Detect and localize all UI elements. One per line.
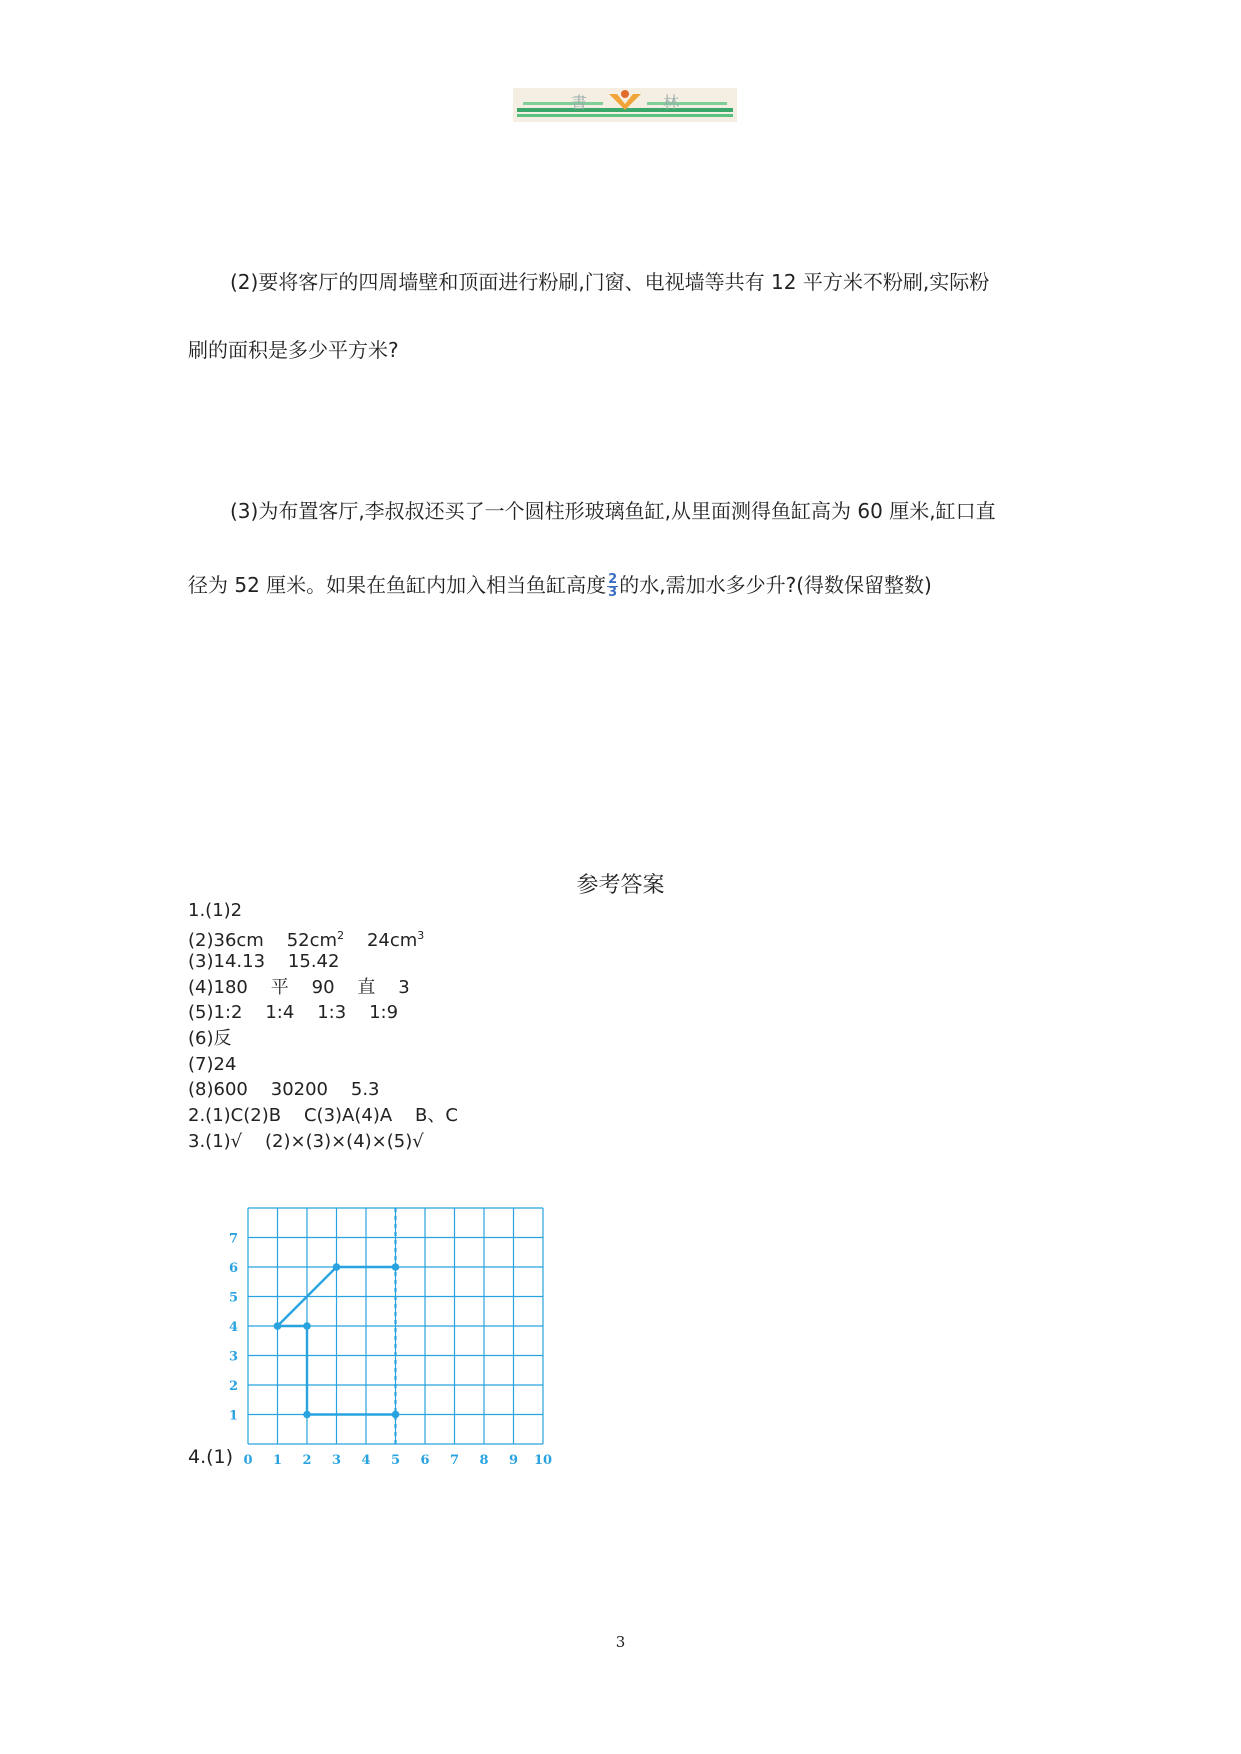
y-tick-label: 5 [228, 1290, 238, 1306]
x-tick-label: 8 [479, 1453, 489, 1468]
answer-1-6: (6)反 [188, 1028, 232, 1049]
question-2-line-1: (2)要将客厅的四周墙壁和顶面进行粉刷,门窗、电视墙等共有 12 平方米不粉刷,实际粉 [230, 270, 990, 294]
y-tick-label: 3 [228, 1349, 238, 1365]
y-tick-label: 4 [228, 1320, 238, 1335]
x-tick-label: 10 [533, 1453, 553, 1468]
shape-vertex-point [392, 1411, 400, 1419]
x-tick-label: 3 [331, 1453, 342, 1468]
superscript-2: 2 [337, 929, 345, 942]
shape-vertex-point [274, 1322, 282, 1330]
shape-vertex-point [303, 1411, 311, 1419]
question-3-text-after: 的水,需加水多少升?(得数保留整数) [619, 573, 932, 597]
answer-2: 2.(1)C(2)B C(3)A(4)A B、C [188, 1105, 458, 1126]
svg-text:林: 林 [663, 93, 680, 112]
answer-1-1: 1.(1)2 [188, 900, 243, 921]
answer-1-3: (3)14.13 15.42 [188, 951, 340, 972]
x-tick-label: 4 [361, 1453, 371, 1468]
fraction-two-thirds [607, 574, 618, 599]
coordinate-grid [200, 1190, 560, 1470]
x-tick-label: 0 [243, 1453, 253, 1468]
answer-1-4: (4)180 平 90 直 3 [188, 977, 410, 998]
answers-title: 参考答案 [576, 873, 665, 898]
x-tick-label: 2 [302, 1453, 312, 1468]
y-tick-label: 2 [228, 1379, 238, 1394]
question-3-line-1: (3)为布置客厅,李叔叔还买了一个圆柱形玻璃鱼缸,从里面测得鱼缸高为 60 厘米,缸口直 [230, 499, 996, 523]
shape-vertex-point [333, 1263, 341, 1271]
answer-1-2-text-1: (2)36cm 52cm [188, 930, 338, 951]
answer-4-1: 4.(1) [188, 1446, 234, 1468]
y-tick-label: 6 [228, 1261, 238, 1276]
x-tick-label: 1 [272, 1453, 283, 1468]
x-tick-label: 6 [420, 1453, 430, 1468]
question-3-text-before: 径为 52 厘米。如果在鱼缸内加入相当鱼缸高度 [188, 573, 607, 597]
fraction-numerator: 2 [608, 572, 618, 587]
answer-3: 3.(1)√ (2)×(3)×(4)×(5)√ [188, 1131, 424, 1152]
shape-vertex-point [392, 1263, 400, 1271]
book-forest-logo [513, 88, 737, 122]
question-2-line-2: 刷的面积是多少平方米? [188, 338, 399, 362]
svg-text:書: 書 [571, 93, 588, 112]
answer-1-2 [188, 925, 424, 952]
answer-1-2-text-2: 24cm [344, 930, 418, 951]
page-number: 3 [615, 1633, 626, 1651]
y-tick-label: 1 [228, 1408, 238, 1424]
answer-1-8: (8)600 30200 5.3 [188, 1079, 380, 1100]
x-tick-label: 7 [449, 1453, 460, 1468]
y-tick-label: 7 [228, 1231, 238, 1247]
x-tick-label: 9 [508, 1453, 519, 1468]
x-tick-label: 5 [390, 1453, 401, 1468]
answer-1-5: (5)1:2 1:4 1:3 1:9 [188, 1002, 399, 1023]
fraction-denominator: 3 [608, 585, 618, 600]
question-3-line-2 [188, 573, 1068, 599]
superscript-3: 3 [417, 929, 425, 942]
shape-vertex-point [303, 1322, 311, 1330]
answer-1-7: (7)24 [188, 1054, 237, 1075]
